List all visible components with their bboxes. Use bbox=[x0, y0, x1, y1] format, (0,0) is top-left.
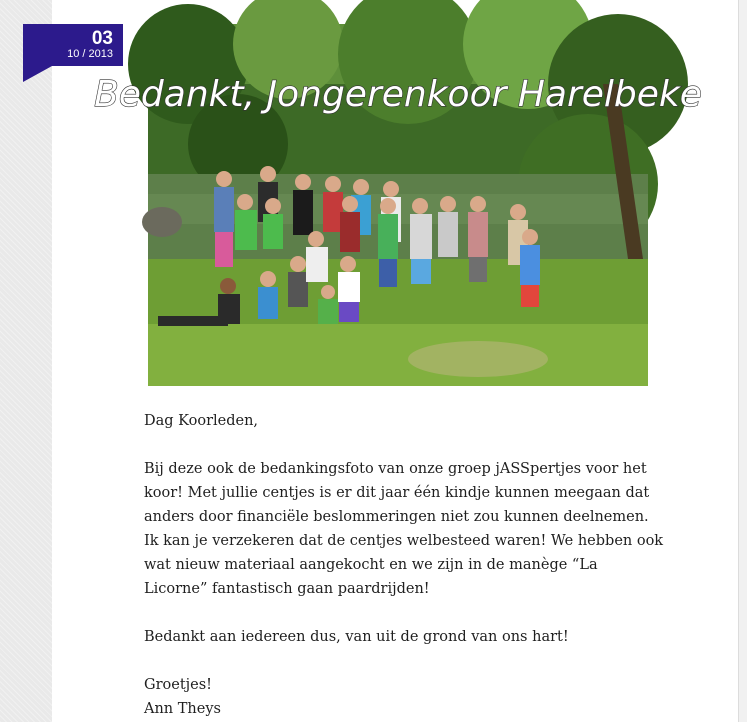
post-closing: Groetjes! bbox=[144, 677, 212, 693]
date-day: 03 bbox=[91, 28, 113, 49]
scrollbar-edge[interactable] bbox=[738, 0, 747, 722]
post-signature: Ann Theys bbox=[144, 701, 221, 717]
post-greeting: Dag Koorleden, bbox=[144, 413, 259, 429]
post-paragraph-2: Bedankt aan iedereen dus, van uit de grond van ons hart! bbox=[144, 629, 569, 645]
post-body bbox=[144, 409, 664, 721]
date-badge-fold bbox=[23, 66, 52, 82]
post-paragraph-1: Bij deze ook de bedankingsfoto van onze groep jASSpertjes voor het koor! Met jullie centjes is er dit jaar één kindje kunnen meegaan dat anders door financiële beslommeringen niet zou kunnen deelnemen. Ik kan je verzekeren dat de centjes welbesteed waren! We hebben ook wat nieuw materiaal aangekocht en we zijn in de manège “La Licorne” fantastisch gaan paardrijden! bbox=[144, 461, 664, 597]
photo-caption: Bedankt, Jongerenkoor Harelbeke bbox=[94, 74, 702, 115]
date-month-year: 10 / 2013 bbox=[67, 48, 113, 60]
date-badge bbox=[23, 24, 123, 66]
